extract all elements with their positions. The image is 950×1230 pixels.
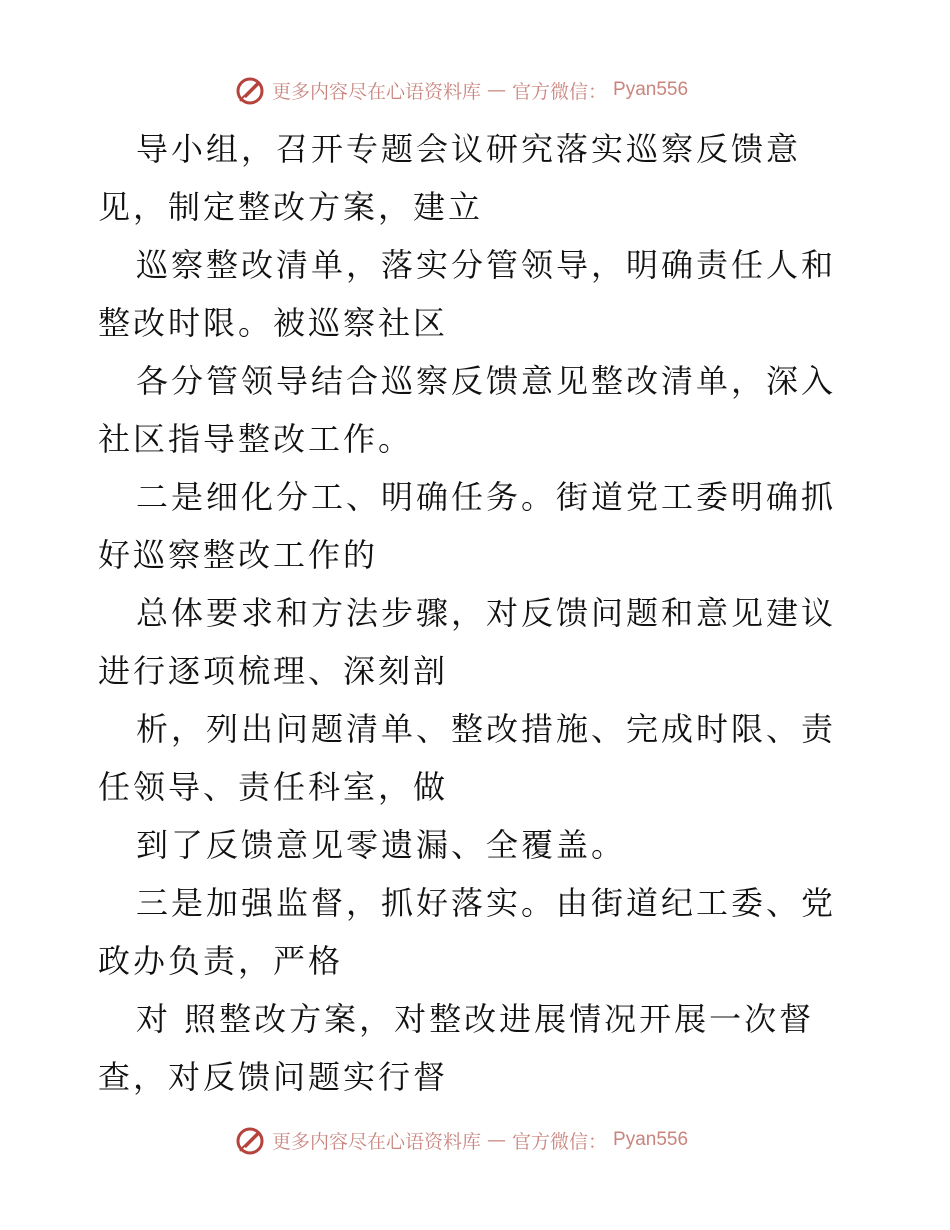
watermark-text: 更多内容尽在心语资料库 [272, 80, 482, 103]
quill-circle-logo-icon [234, 1124, 266, 1156]
footer-watermark [234, 1122, 714, 1158]
paragraph: 析，列出问题清单、整改措施、完成时限、责任领导、责任科室，做 [98, 710, 837, 806]
quill-circle-logo-icon [234, 74, 266, 106]
watermark-text: 更多内容尽在心语资料库 [272, 1130, 482, 1153]
paragraph: 各分管领导结合巡察反馈意见整改清单，深入社区指导整改工作。 [98, 362, 837, 458]
paragraph: 对 照整改方案，对整改进展情况开展一次督查，对反馈问题实行督 [98, 1000, 815, 1096]
document-body [98, 120, 858, 1106]
watermark-id: Pyan556 [613, 79, 689, 100]
paragraph: 总体要求和方法步骤，对反馈问题和意见建议进行逐项梳理、深刻剖 [98, 594, 837, 690]
watermark-label: 官方微信： [512, 80, 608, 103]
watermark-label: 官方微信： [512, 1130, 608, 1153]
paragraph: 导小组，召开专题会议研究落实巡察反馈意见，制定整改方案，建立 [98, 130, 802, 226]
paragraph: 二是细化分工、明确任务。街道党工委明确抓好巡察整改工作的 [98, 478, 837, 574]
watermark-id: Pyan556 [613, 1129, 689, 1150]
watermark-separator: — [487, 79, 507, 101]
paragraph: 三是加强监督，抓好落实。由街道纪工委、党政办负责，严格 [98, 884, 837, 980]
watermark-separator: — [487, 1129, 507, 1151]
paragraph: 到了反馈意见零遗漏、全覆盖。 [136, 826, 627, 864]
paragraph: 巡察整改清单，落实分管领导，明确责任人和整改时限。被巡察社区 [98, 246, 837, 342]
header-watermark [234, 72, 714, 108]
